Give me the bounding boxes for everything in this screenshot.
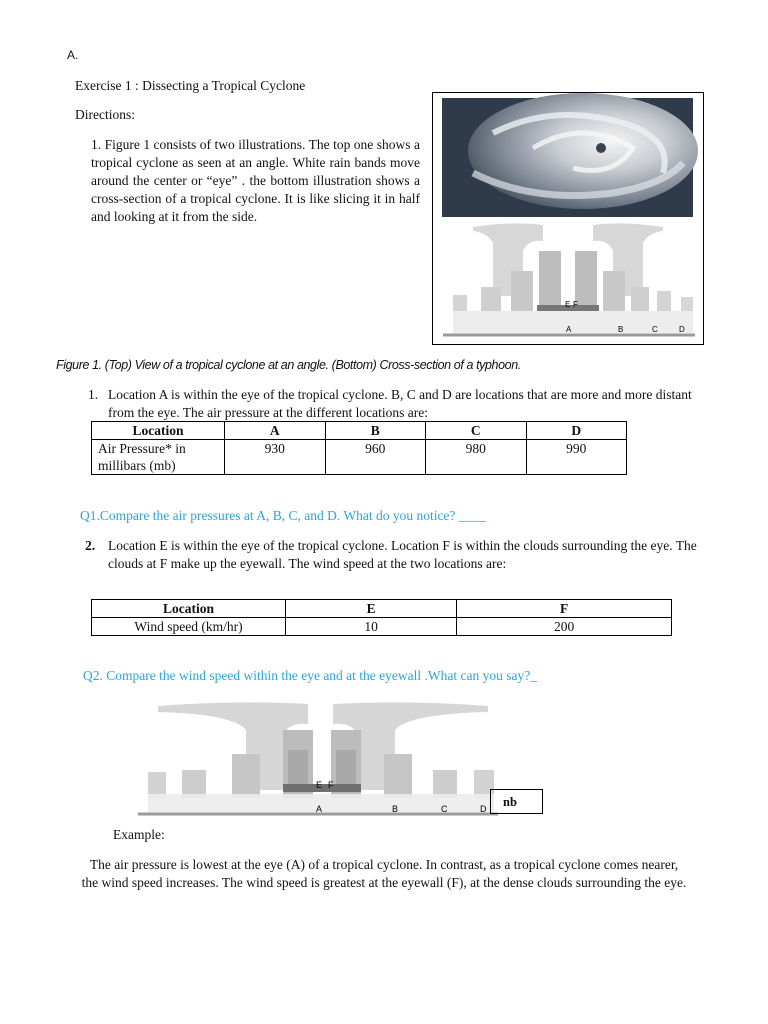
table-header: D: [526, 422, 627, 440]
table-row: [92, 618, 672, 636]
figure-1-caption: Figure 1. (Top) View of a tropical cyclone at an angle. (Bottom) Cross-section of a typhoon.: [56, 358, 521, 372]
example-label: Example:: [113, 827, 165, 842]
table-cell: 930: [225, 440, 326, 475]
fig2-label-a: A: [316, 804, 323, 814]
fig1-label-c: C: [652, 325, 658, 334]
section-label: A.: [67, 48, 79, 62]
table-header: C: [426, 422, 527, 440]
example-text-line-1: The air pressure is lowest at the eye (A) of a tropical cyclone. In contrast, as a tropical cyclone comes nearer,: [89, 857, 679, 872]
fig2-label-f: F: [328, 780, 334, 790]
table-row: [92, 600, 672, 618]
satellite-image: [442, 93, 698, 217]
directions-label: Directions:: [75, 107, 135, 122]
fig2-label-c: C: [441, 804, 448, 814]
directions-text: 1. Figure 1 consists of two illustrations. The top one shows a tropical cyclone as seen at an angle. White rain bands move around the center or “eye” . the bottom illustration shows a cross-section of a tropical cyclone. It is like slicing it in half and looking at it from the side.: [91, 137, 420, 224]
table-row: [92, 440, 627, 475]
fig2-label-b: B: [392, 804, 399, 814]
example-text-line-2: the wind speed increases. The wind speed is greatest at the eyewall (F), at the dense clouds surrounding the eye.: [81, 875, 687, 890]
air-pressure-table: [91, 421, 627, 475]
table-row: [92, 422, 627, 440]
question-2: Q2. Compare the wind speed within the eye and at the eyewall .What can you say?_: [83, 668, 537, 683]
answer-box: nb: [490, 789, 543, 814]
fig1-label-a: A: [566, 325, 572, 334]
item1-number: 1.: [88, 387, 99, 402]
cross-section-diagram: [138, 700, 498, 820]
table-header: B: [325, 422, 426, 440]
table-cell: Wind speed (km/hr): [92, 618, 286, 636]
table-header: F: [457, 600, 672, 618]
wind-speed-table: [91, 599, 672, 636]
table-cell: 960: [325, 440, 426, 475]
fig1-label-e: E: [565, 300, 571, 309]
table-header: Location: [92, 422, 225, 440]
table-cell: Air Pressure* in millibars (mb): [92, 440, 225, 475]
cross-section-illustration: [443, 223, 695, 335]
figure-1: [432, 92, 704, 345]
figure-2: [138, 700, 498, 820]
table-cell: 10: [286, 618, 457, 636]
fig1-label-b: B: [618, 325, 624, 334]
table-header: A: [225, 422, 326, 440]
fig1-label-d: D: [679, 325, 685, 334]
question-1: Q1.Compare the air pressures at A, B, C, and D. What do you notice? ____: [80, 508, 486, 523]
exercise-title: Exercise 1 : Dissecting a Tropical Cyclone: [75, 78, 306, 93]
table-cell: 990: [526, 440, 627, 475]
item2-text: Location E is within the eye of the tropical cyclone. Location F is within the clouds surrounding the eye. The clouds at F make up the eyewall. The wind speed at the two locations are:: [108, 538, 697, 571]
fig2-label-e: E: [316, 780, 323, 790]
table-cell: 980: [426, 440, 527, 475]
item2-number: 2.: [85, 538, 96, 553]
table-header: E: [286, 600, 457, 618]
item1-text: Location A is within the eye of the tropical cyclone. B, C and D are locations that are more and more distant from the eye. The air pressure at the different locations are:: [108, 387, 692, 420]
figure-1-illustration: [433, 93, 703, 344]
fig1-label-f: F: [573, 300, 578, 309]
table-header: Location: [92, 600, 286, 618]
table-cell: 200: [457, 618, 672, 636]
fig2-label-d: D: [480, 804, 487, 814]
